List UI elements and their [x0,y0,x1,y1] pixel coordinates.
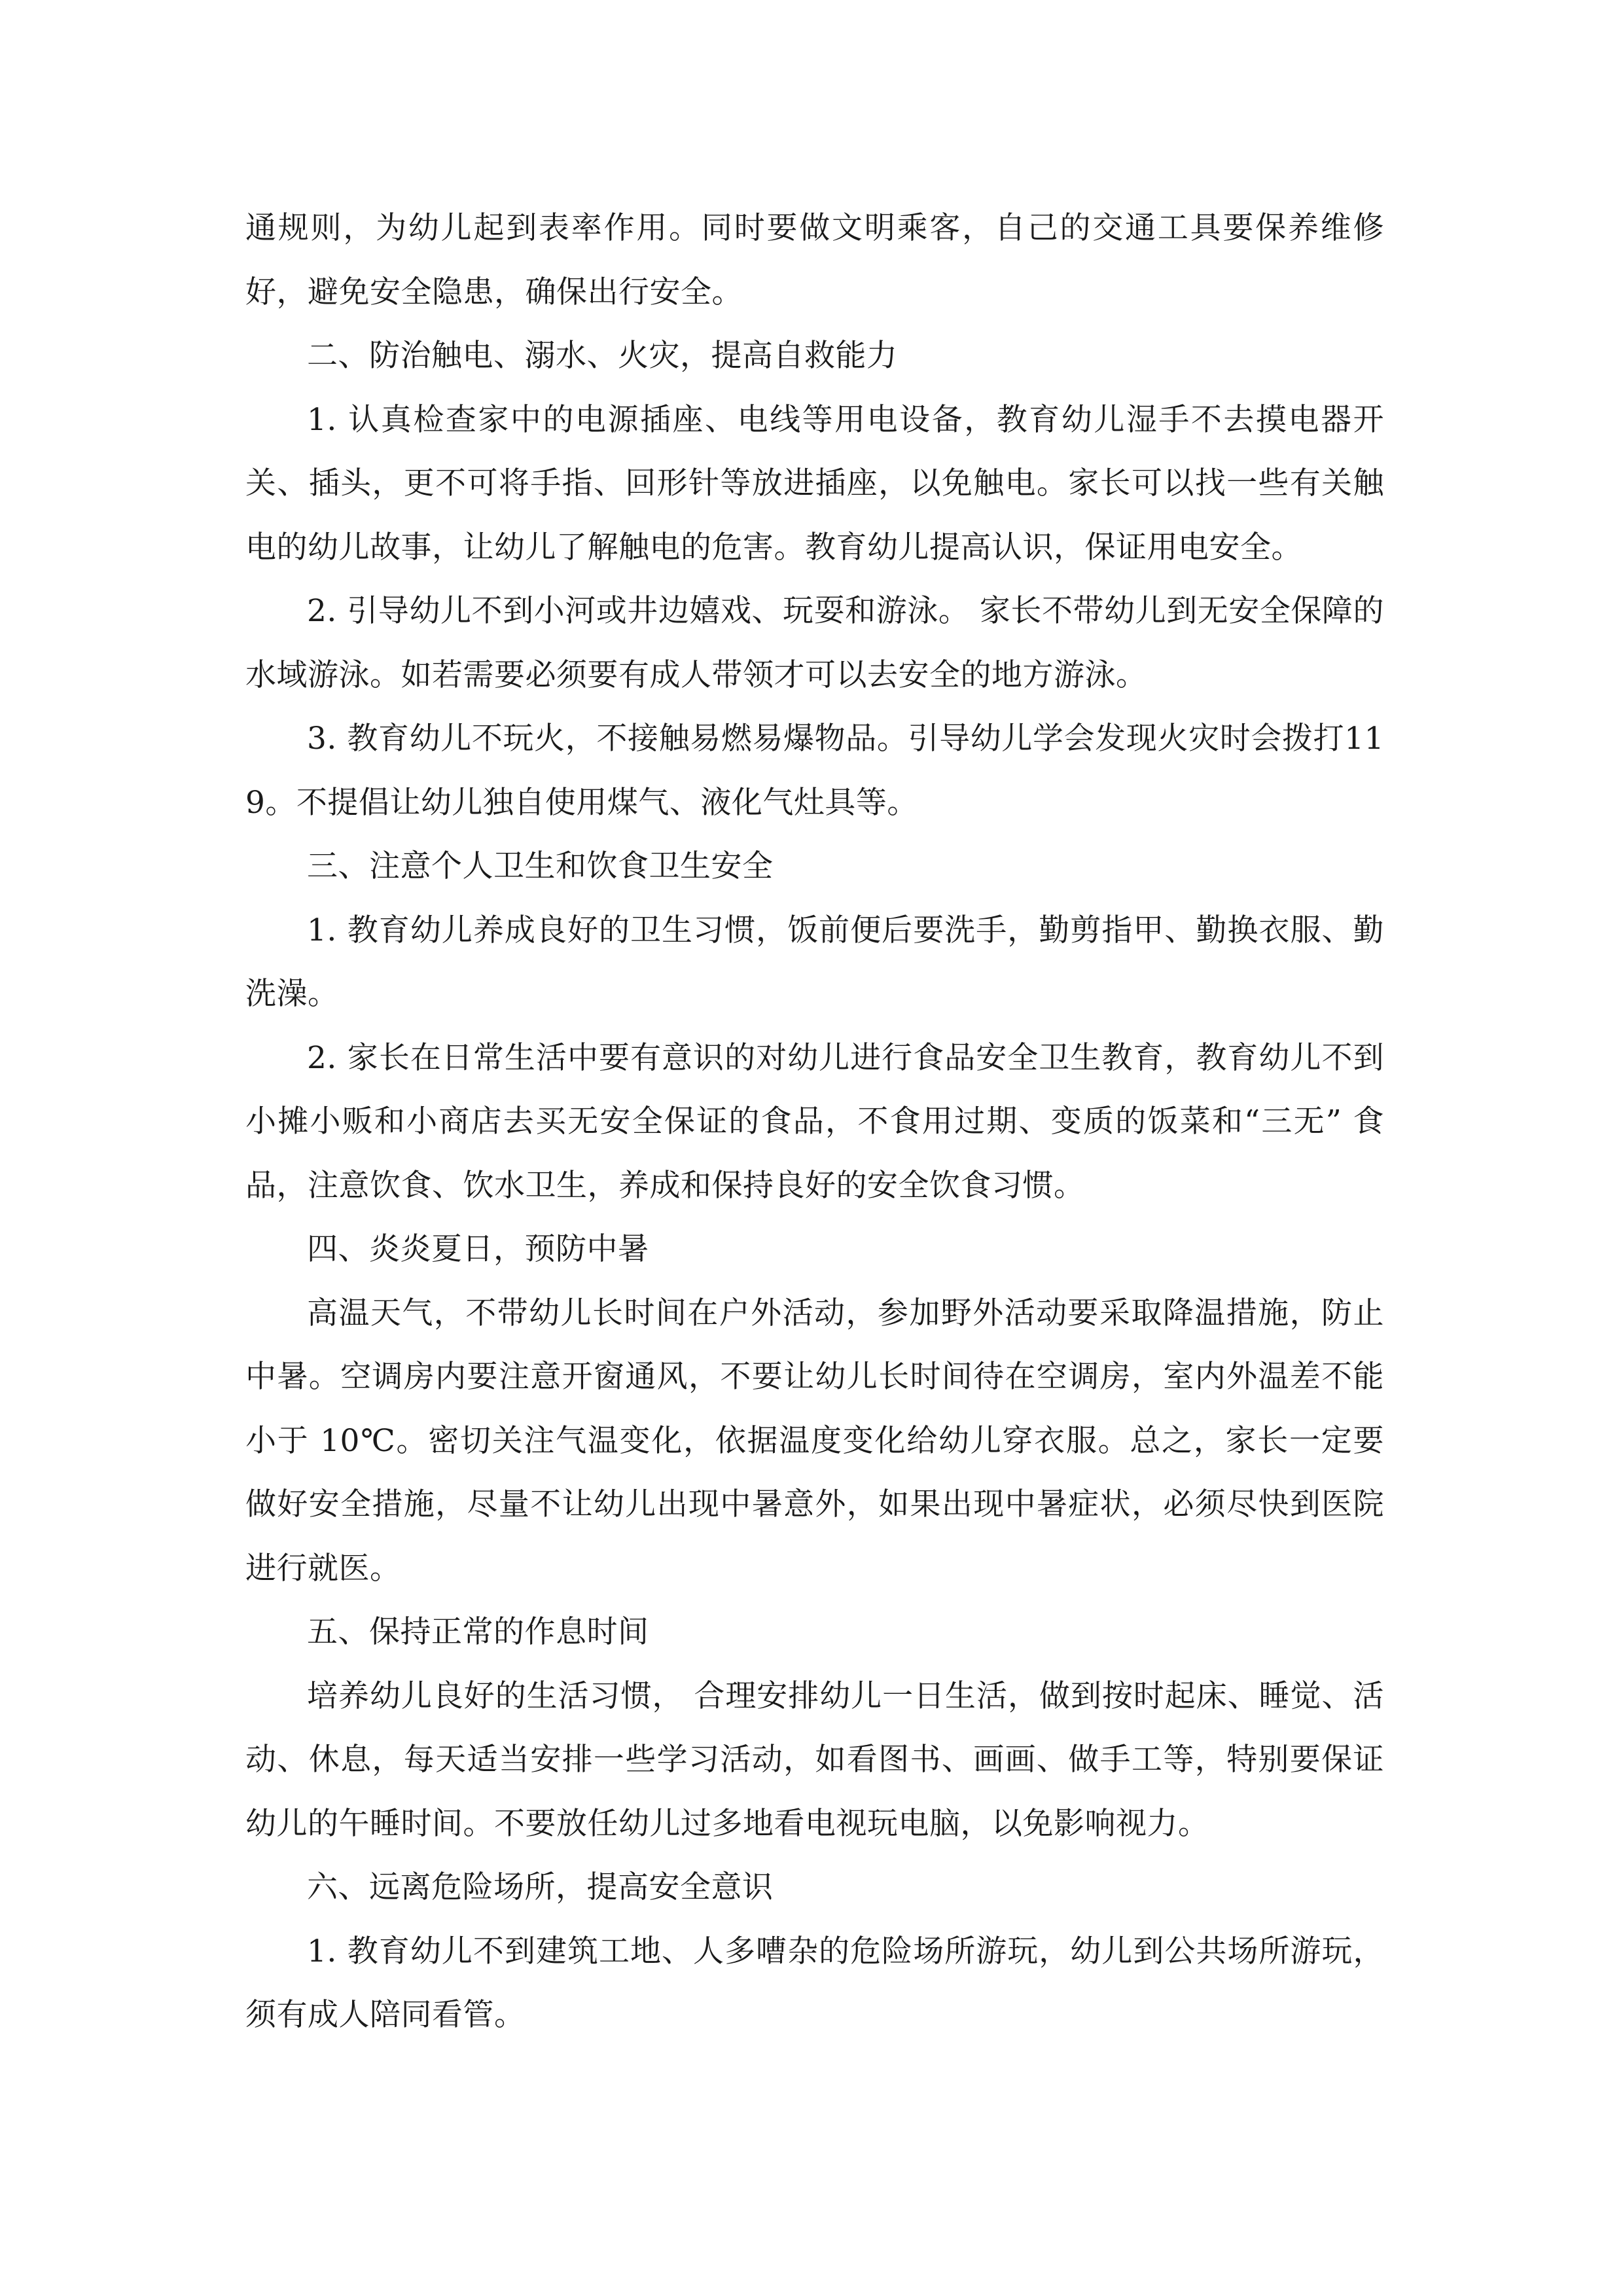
paragraph: 2. 引导幼儿不到小河或井边嬉戏、玩耍和游泳。 家长不带幼儿到无安全保障的水域游泳。如若需要必须要有成人带领才可以去安全的地方游泳。 [245,593,1384,693]
paragraph: 高温天气，不带幼儿长时间在户外活动，参加野外活动要采取降温措施，防止中暑。空调房内要注意开窗通风，不要让幼儿长时间待在空调房，室内外温差不能小于 10℃。密切关注气温变化，依据温度变化给幼儿穿衣服。总之，家长一定要做好安全措施，尽量不让幼儿出现中暑意外，如果出现中暑症状，必须尽快到医院进行就医。 [245,1295,1384,1587]
paragraph: 3. 教育幼儿不玩火，不接触易燃易爆物品。引导幼儿学会发现火灾时会拨打119。不提倡让幼儿独自使用煤气、液化气灶具等。 [245,721,1384,821]
section-heading-2: 二、防治触电、溺水、火灾，提高自救能力 [307,338,898,374]
section-heading-3: 三、注意个人卫生和饮食卫生安全 [307,848,774,884]
section-heading-4: 四、炎炎夏日，预防中暑 [307,1231,649,1267]
paragraph: 2. 家长在日常生活中要有意识的对幼儿进行食品安全卫生教育，教育幼儿不到小摊小贩和小商店去买无安全保证的食品，不食用过期、变质的饭菜和“三无” 食品，注意饮食、饮水卫生，养成和保持良好的安全饮食习惯。 [245,1039,1384,1204]
paragraph: 培养幼儿良好的生活习惯， 合理安排幼儿一日生活，做到按时起床、睡觉、活动、休息，每天适当安排一些学习活动，如看图书、画画、做手工等，特别要保证幼儿的午睡时间。不要放任幼儿过多地看电视玩电脑，以免影响视力。 [245,1677,1384,1842]
document-body [245,196,1384,2047]
section-heading-6: 六、远离危险场所，提高安全意识 [307,1869,774,1905]
paragraph: 1. 教育幼儿不到建筑工地、人多嘈杂的危险场所游玩，幼儿到公共场所游玩，须有成人陪同看管。 [245,1933,1384,2033]
paragraph-continuation: 通规则，为幼儿起到表率作用。同时要做文明乘客，自己的交通工具要保养维修好，避免安全隐患，确保出行安全。 [245,210,1384,310]
paragraph: 1. 认真检查家中的电源插座、电线等用电设备，教育幼儿湿手不去摸电器开关、插头，更不可将手指、回形针等放进插座，以免触电。家长可以找一些有关触电的幼儿故事，让幼儿了解触电的危害。教育幼儿提高认识，保证用电安全。 [245,401,1384,565]
paragraph: 1. 教育幼儿养成良好的卫生习惯，饭前便后要洗手，勤剪指甲、勤换衣服、勤洗澡。 [245,912,1384,1012]
section-heading-5: 五、保持正常的作息时间 [307,1614,649,1650]
